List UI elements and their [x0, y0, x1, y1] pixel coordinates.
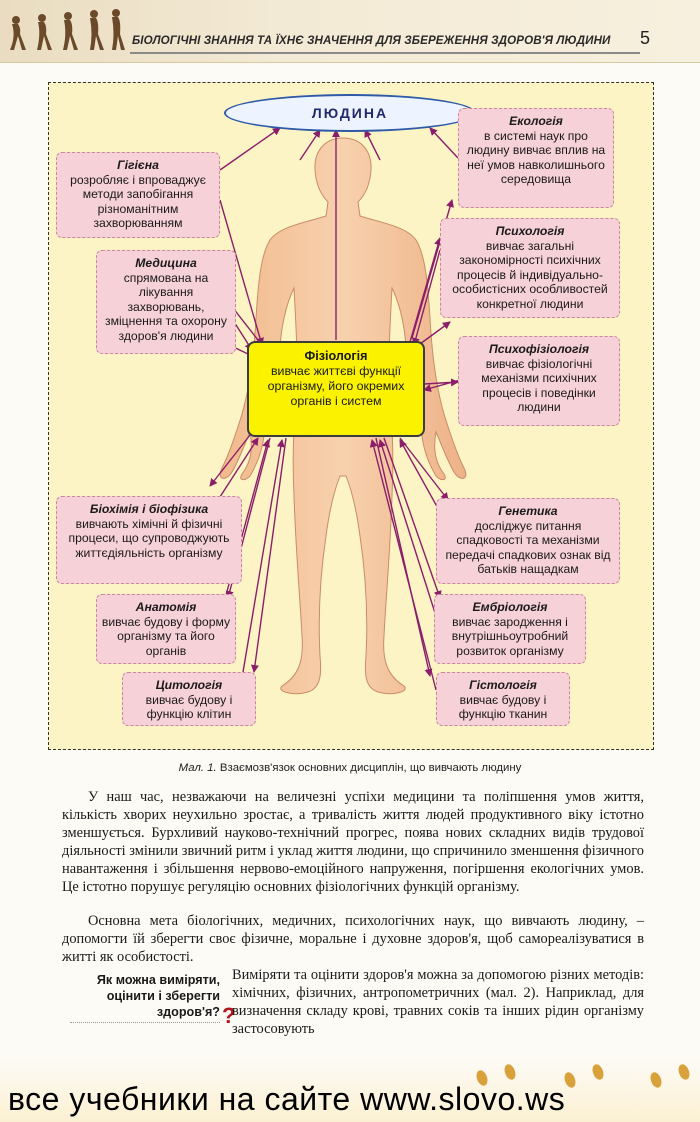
box-cytology — [122, 672, 256, 726]
box-hygiene — [56, 152, 220, 238]
box-embryology-text: вивчає зародження і внутрішньоутробний розвиток організму — [451, 614, 569, 658]
box-medicine-text: спрямована на лікування захворювань, зміцнення та охорону здоров'я людини — [105, 270, 227, 343]
figure-caption — [0, 762, 700, 774]
box-histology-text: вивчає будову і функцію тканин — [458, 692, 548, 721]
box-histology-title: Гістологія — [469, 678, 537, 692]
box-psychophysiology — [458, 336, 620, 426]
page-number: 5 — [640, 28, 651, 48]
box-medicine-title: Медицина — [135, 256, 197, 270]
box-biochemistry — [56, 496, 242, 584]
footer-watermark-text: все учебники на сайте www.slovo.ws — [8, 1081, 566, 1117]
body-paragraph-3: Виміряти та оцінити здоров'я можна за допомогою різних методів: хімічних, фізичних, антропометричних (мал. 2). Наприклад, для визначення складу крові, травних соків та інших рідин організму застосовують — [232, 967, 644, 1037]
box-histology — [436, 672, 570, 726]
box-psychology — [440, 218, 620, 318]
running-header-title: БІОЛОГІЧНІ ЗНАННЯ ТА ЇХНЄ ЗНАЧЕННЯ ДЛЯ ЗБЕРЕЖЕННЯ ЗДОРОВ'Я ЛЮДИНИ — [132, 34, 611, 47]
box-biochemistry-title: Біохімія і біофізика — [89, 502, 209, 516]
box-embryology-title: Ембріологія — [472, 600, 548, 614]
box-anatomy-text: вивчає будову і форму організму та його органів — [101, 614, 231, 658]
box-embryology — [434, 594, 586, 664]
box-medicine — [96, 250, 236, 354]
box-ecology-text: в системі наук про людину вивчає вплив на неї умов навколишнього середовища — [466, 128, 606, 186]
box-anatomy-title: Анатомія — [135, 600, 197, 614]
box-psychology-text: вивчає загальні закономірності психічних процесів й індивідуально-особистісних особливостей конкретної людини — [452, 238, 608, 311]
human-label-ellipse: ЛЮДИНА — [224, 94, 476, 132]
physiology-text: вивчає життєві функції організму, його окремих органів і систем — [267, 364, 405, 408]
body-paragraph-2: Основна мета біологічних, медичних, психологічних наук, що вивчають людину, – допомогти їй зберегти своє фізичне, моральне і духовне здоров'я, щоб самореалізуватися в житті як особистості. — [62, 913, 644, 965]
box-psychophysiology-title: Психофізіологія — [488, 342, 590, 356]
box-genetics — [436, 498, 620, 584]
box-ecology — [458, 108, 614, 208]
box-ecology-title: Екологія — [509, 114, 563, 128]
question-sidenote-text: Як можна виміряти, оцінити і зберегти здоров'я? — [96, 973, 220, 1019]
box-cytology-text: вивчає будову і функцію клітин — [145, 692, 233, 721]
box-psychology-title: Психологія — [495, 224, 565, 238]
box-genetics-text: досліджує питання спадковості та механізми передачі спадкових ознак від батьків нащадкам — [445, 518, 611, 576]
body-paragraph-1: У наш час, незважаючи на величезні успіхи медицини та поліпшення умов життя, кількість хворих неухильно зростає, а тривалість життя людей продуктивного віку істотно зменшується. Бурхливий науково-технічний прогрес, поява нових складних видів трудової діяльності змінили звичний ритм і уклад життя людини, що спричинило зменшення фізичного навантаження і збільшення нервово-емоційного напруження, погіршення екологічних умов. Це істотно порушує регуляцію основних фізіологічних функцій організму. — [62, 789, 644, 895]
physiology-box — [247, 341, 425, 437]
box-hygiene-text: розробляє і впроваджує методи запобігання різноманітним захворюванням — [70, 172, 206, 230]
box-cytology-title: Цитологія — [155, 678, 223, 692]
box-biochemistry-text: вивчають хімічні й фізичні процеси, що супроводжують життєдіяльність організму — [68, 516, 230, 560]
box-psychophysiology-text: вивчає фізіологічні механізми психічних процесів і поведінки людини — [481, 356, 597, 414]
question-mark-icon: ? — [222, 1003, 236, 1028]
physiology-title: Фізіологія — [304, 349, 368, 363]
question-sidenote — [70, 972, 220, 1023]
figure-caption-prefix: Мал. 1. — [178, 762, 217, 774]
box-hygiene-title: Гігієна — [117, 158, 159, 172]
box-anatomy — [96, 594, 236, 664]
box-genetics-title: Генетика — [498, 504, 558, 518]
figure-caption-text: Взаємозв'язок основних дисциплін, що вивчають людину — [219, 762, 522, 774]
